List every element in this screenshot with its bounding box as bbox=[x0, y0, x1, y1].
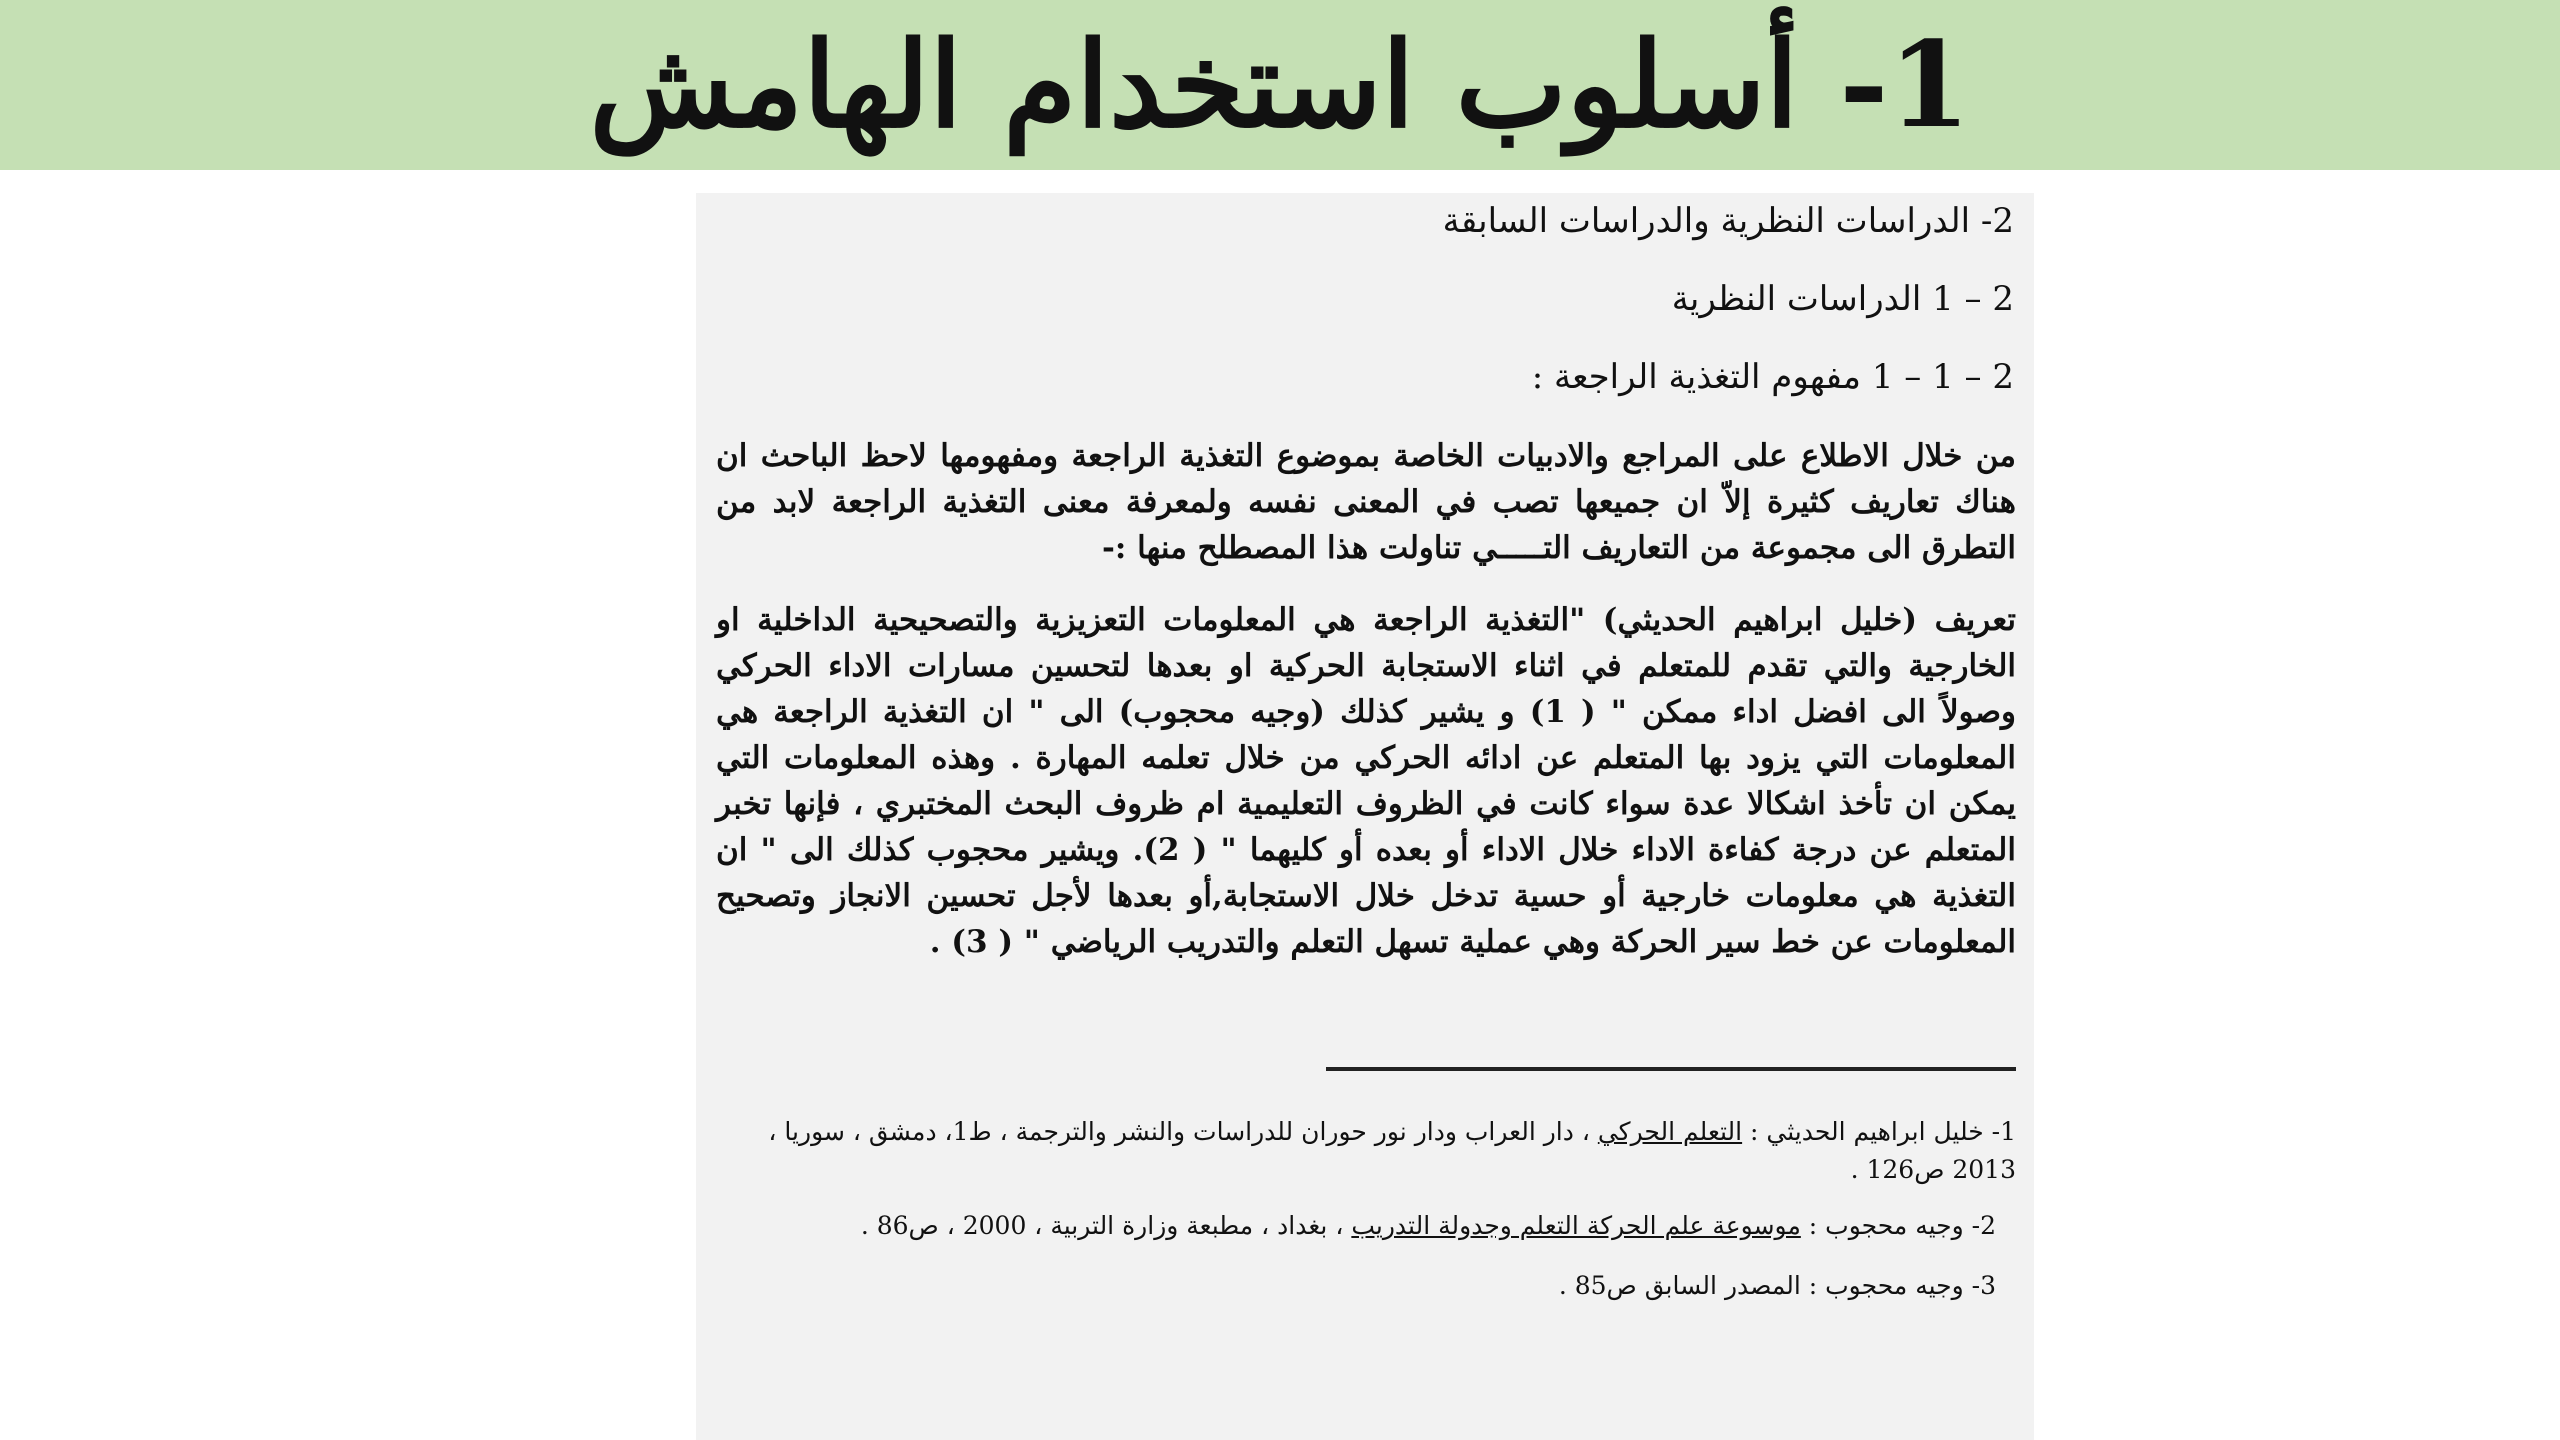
subsection-heading: 2 – 1 الدراسات النظرية bbox=[1671, 279, 2014, 319]
footnote-1-prefix: 1- خليل ابراهيم الحديثي : bbox=[1742, 1117, 2016, 1146]
title-band bbox=[0, 0, 2560, 170]
section-heading: 2- الدراسات النظرية والدراسات السابقة bbox=[1442, 201, 2014, 241]
document-page bbox=[696, 193, 2034, 1440]
intro-paragraph: من خلال الاطلاع على المراجع والادبيات الخاصة بموضوع التغذية الراجعة ومفهومها لاحظ الباحث ان هناك تعاريف كثيرة إلاّ ان جميعها تصب في المعنى نفسه ولمعرفة معنى التغذية الراجعة لابد من التطرق الى مجموعة من التعاريف التـــــي تناولت هذا المصطلح منها :- bbox=[716, 438, 2016, 566]
slide-title: 1- أسلوب استخدام الهامش bbox=[589, 15, 1971, 154]
footnote-separator bbox=[1326, 1067, 2016, 1071]
footnote-1 bbox=[716, 1113, 2016, 1189]
footnote-1-title: التعلم الحركي bbox=[1597, 1117, 1743, 1146]
footnote-3-prefix: 3- وجيه محجوب : المصدر السابق ص85 . bbox=[1558, 1271, 1996, 1300]
footnote-2-rest: ، بغداد ، مطبعة وزارة التربية ، 2000 ، ص86 . bbox=[860, 1211, 1344, 1240]
footnote-3 bbox=[696, 1267, 1996, 1305]
footnote-2 bbox=[696, 1207, 1996, 1245]
definitions-paragraph: تعريف (خليل ابراهيم الحديثي) "التغذية الراجعة هي المعلومات التعزيزية والتصحيحية الداخلية او الخارجية والتي تقدم للمتعلم في اثناء الاستجابة الحركية او بعدها لتحسين مسارات الاداء الحركي وصولاً الى افضل اداء ممكن " ( 1) و يشير كذلك (وجيه محجوب) الى " ان التغذية الراجعة هي المعلومات التي يزود بها المتعلم عن ادائه الحركي من خلال تعلمه المهارة . وهذه المعلومات التي يمكن ان تأخذ اشكالا عدة سواء كانت في الظروف التعليمية ام ظروف البحث المختبري ، فإنها تخبر المتعلم عن درجة كفاءة الاداء خلال الاداء أو بعده أو كليهما " ( 2). ويشير محجوب كذلك الى " ان التغذية هي معلومات خارجية أو حسية تدخل خلال الاستجابة,أو بعدها لأجل تحسين الانجاز وتصحيح المعلومات عن خط سير الحركة وهي عملية تسهل التعلم والتدريب الرياضي " ( 3) . bbox=[716, 602, 2016, 960]
footnote-1-rest: ، دار العراب ودار نور حوران للدراسات والنشر والترجمة ، ط1، دمشق ، سوريا ، 2013 ص126 . bbox=[768, 1117, 2016, 1184]
subsubsection-heading: 2 – 1 – 1 مفهوم التغذية الراجعة : bbox=[1531, 357, 2014, 397]
footnote-2-title: موسوعة علم الحركة التعلم وجدولة التدريب bbox=[1351, 1211, 1801, 1240]
footnote-2-prefix: 2- وجيه محجوب : bbox=[1800, 1211, 1996, 1240]
